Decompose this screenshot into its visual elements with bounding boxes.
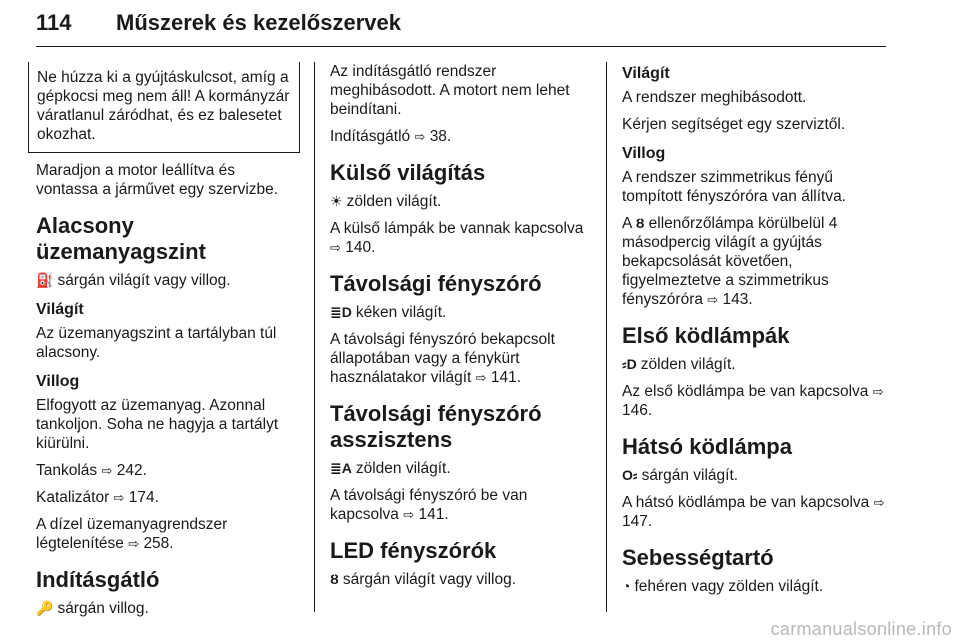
status-line	[622, 355, 892, 374]
ref-page[interactable]: 147.	[622, 513, 653, 530]
paragraph	[622, 214, 892, 309]
paragraph	[622, 382, 892, 420]
page-header	[36, 6, 886, 47]
ref-arrow-icon: ⇨	[101, 463, 113, 478]
section-heading-low-fuel: Alacsony üzemanyagszint	[36, 213, 206, 264]
status-text: fehéren vagy zölden világít.	[634, 578, 824, 595]
status-text: sárgán világít vagy villog.	[57, 272, 231, 289]
page-number: 114	[36, 10, 72, 35]
subheading-flash: Villog	[622, 145, 666, 162]
status-text: kéken világít.	[355, 304, 447, 321]
fuel-icon: ⛽	[36, 272, 54, 288]
status-line	[330, 459, 598, 478]
ref-arrow-icon: ⇨	[414, 129, 426, 144]
paragraph-text: A hátsó ködlámpa be van kapcsolva	[622, 494, 870, 511]
watermark: carmanualsonline.info	[770, 619, 952, 639]
paragraph	[330, 219, 598, 257]
status-text: zölden világít.	[355, 460, 451, 477]
warning-text: Ne húzza ki a gyújtáskulcsot, amíg a gépkocsi meg nem áll! A kormányzár váratlanul záródhat, és ez balesetet okozhat.	[37, 69, 290, 143]
subheading-flash: Villog	[36, 373, 80, 390]
ref-page[interactable]: 140.	[345, 239, 376, 256]
column-divider	[314, 62, 315, 612]
status-line	[330, 192, 598, 211]
cross-reference[interactable]	[36, 461, 298, 480]
immobilizer-icon: 🔑	[36, 600, 54, 616]
status-text: sárgán villog.	[57, 600, 149, 617]
section-heading-cruise-control: Sebességtartó	[622, 545, 774, 570]
paragraph: A rendszer meghibásodott.	[622, 89, 807, 106]
status-line	[330, 303, 598, 322]
ref-page[interactable]: 143.	[722, 291, 753, 308]
ref-arrow-icon: ⇨	[403, 507, 415, 522]
status-line	[36, 271, 298, 290]
ref-arrow-icon: ⇨	[475, 370, 487, 385]
section-heading-rear-fog: Hátsó ködlámpa	[622, 434, 792, 459]
cruise-control-icon: ◔	[622, 578, 631, 594]
column-1	[36, 62, 298, 626]
paragraph-text: Az első ködlámpa be van kapcsolva	[622, 383, 869, 400]
status-text: zölden világít.	[640, 356, 736, 373]
status-text: sárgán világít vagy villog.	[342, 571, 517, 588]
rear-fog-icon: O⸗	[622, 467, 638, 483]
ref-label: Tankolás	[36, 462, 98, 479]
front-fog-icon: ⸗D	[622, 356, 637, 372]
ref-arrow-icon: ⇨	[113, 490, 125, 505]
paragraph: A rendszer szimmetrikus fényű tompított fényszóróra van állítva.	[622, 169, 846, 205]
ref-page: 242.	[116, 462, 147, 479]
ref-arrow-icon: ⇨	[873, 495, 885, 510]
led-headlight-icon: Ȣ	[635, 215, 645, 231]
ref-page: 174.	[128, 489, 159, 506]
ref-arrow-icon: ⇨	[128, 536, 140, 551]
column-3	[622, 62, 892, 604]
paragraph: Maradjon a motor leállítva és vontassa a járművet egy szervizbe.	[36, 162, 279, 198]
section-heading-led-headlights: LED fényszórók	[330, 538, 497, 563]
high-beam-assist-icon: ≣A	[330, 460, 352, 476]
exterior-light-icon: ☀	[330, 193, 343, 209]
ref-arrow-icon: ⇨	[707, 292, 719, 307]
subheading-lit: Világít	[622, 65, 670, 82]
paragraph: Kérjen segítséget egy szerviztől.	[622, 116, 846, 133]
status-text: zölden világít.	[346, 193, 442, 210]
page-title: Műszerek és kezelőszervek	[116, 10, 401, 35]
status-line	[622, 466, 892, 485]
paragraph: Az üzemanyagszint a tartályban túl alacsony.	[36, 325, 277, 361]
column-2	[330, 62, 598, 597]
paragraph: Elfogyott az üzemanyag. Azonnal tankoljon. Soha ne hagyja a tartályt kiürülni.	[36, 397, 279, 452]
paragraph	[622, 493, 892, 531]
high-beam-icon: ≣D	[330, 304, 352, 320]
status-line	[622, 577, 892, 596]
ref-page: 258.	[143, 535, 174, 552]
ref-arrow-icon: ⇨	[330, 240, 341, 255]
paragraph-text: ellenőrzőlámpa körülbelül 4 másodpercig világít a gyújtás bekapcsolását követően, figyelmeztetve a szimmetrikus fényszóróra	[622, 215, 838, 308]
cross-reference[interactable]	[330, 127, 598, 146]
ref-label: A dízel üzemanyagrendszer légtelenítése	[36, 516, 228, 552]
ref-page[interactable]: 141.	[418, 506, 449, 523]
ref-label: Indításgátló	[330, 128, 411, 145]
paragraph: Az indításgátló rendszer meghibásodott. A motort nem lehet beindítani.	[330, 63, 570, 118]
section-heading-immobilizer: Indításgátló	[36, 567, 160, 592]
paragraph-text: A távolsági fényszóró bekapcsolt állapotában vagy a fénykürt használatakor világít	[330, 331, 555, 386]
section-heading-high-beam: Távolsági fényszóró	[330, 271, 542, 296]
status-line	[36, 599, 298, 618]
paragraph	[330, 486, 598, 524]
ref-label: Katalizátor	[36, 489, 110, 506]
cross-reference[interactable]	[36, 515, 298, 553]
section-heading-high-beam-assist: Távolsági fényszóró asszisztens	[330, 401, 542, 452]
section-heading-exterior-lights: Külső világítás	[330, 160, 486, 185]
section-heading-front-fog: Első ködlámpák	[622, 323, 790, 348]
ref-page[interactable]: 141.	[490, 369, 522, 386]
status-text: sárgán világít.	[641, 467, 739, 484]
paragraph-text: A	[622, 215, 632, 232]
subheading-lit: Világít	[36, 301, 84, 318]
paragraph-text: A távolsági fényszóró be van kapcsolva	[330, 487, 528, 523]
ref-page[interactable]: 146.	[622, 402, 653, 419]
paragraph	[330, 330, 598, 387]
cross-reference[interactable]	[36, 488, 298, 507]
status-line	[330, 570, 598, 589]
ref-page: 38.	[429, 128, 452, 145]
column-divider	[606, 62, 607, 612]
led-headlight-icon: Ȣ	[330, 571, 339, 587]
ref-arrow-icon: ⇨	[872, 384, 884, 399]
paragraph-text: A külső lámpák be vannak kapcsolva	[330, 220, 584, 237]
warning-box	[28, 62, 300, 153]
